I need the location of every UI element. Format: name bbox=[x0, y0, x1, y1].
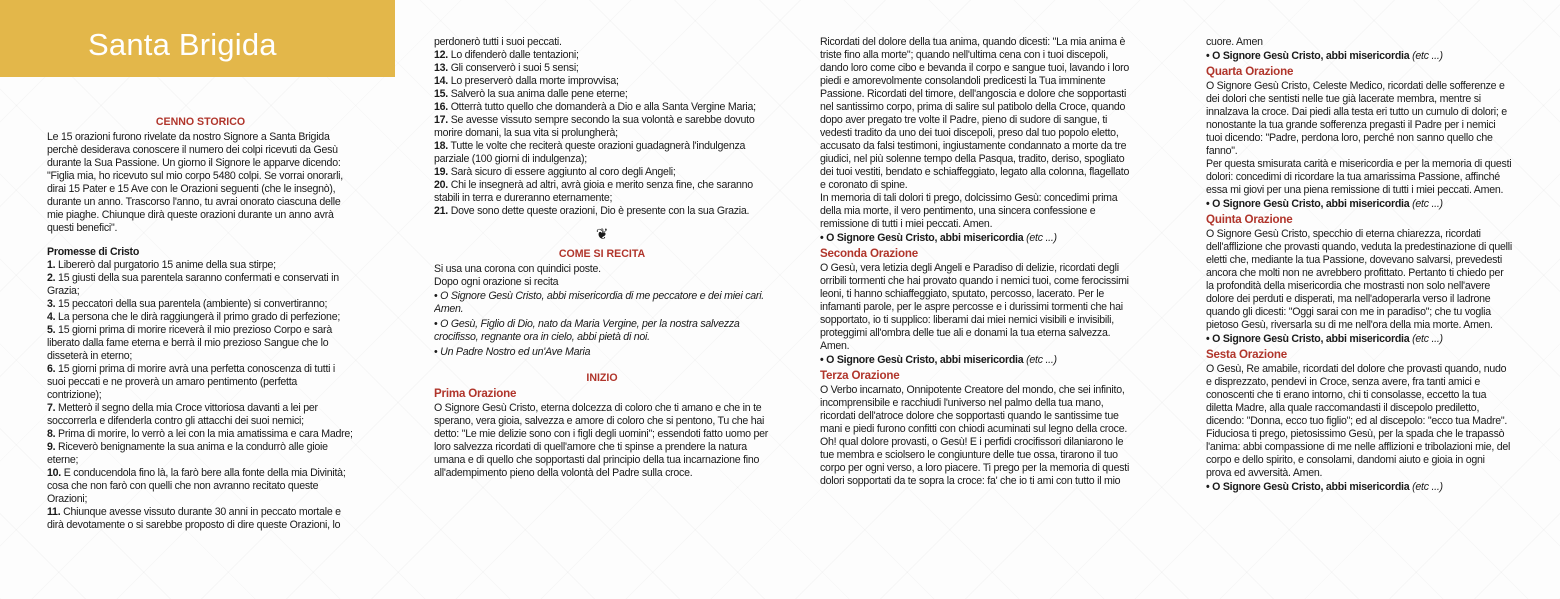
prima-orazione-continuation: Ricordati del dolore della tua anima, quando dicesti: "La mia anima è triste fino alla morte"; quando nell'ultima cena con i tuoi discepoli, dando loro come cibo e bevanda il corpo e sangue tuoi, lavando i loro piedi e amorevolmente consolandoli predicesti la Tua imminente Passione. Ricordati del timore, dell'angoscia e dolore che sopportasti nel santissimo corpo, prima di salire sul patibolo della Croce, quando dopo aver pregato tre volte il Padre, pieno di sudore di sangue, ti vedesti tradito da uno dei tuoi discepoli, preso dal tuo popolo eletto, accusato da falsi testimoni, ingiustamente condannato a morte da tre giudici, nel più solenne tempo della Pasqua, tradito, deriso, spogliato dei tuoi vestiti, bendato e schiaffeggiato, legato alla colonna, flagellato e coronato di spine. bbox=[820, 36, 1130, 191]
sesta-orazione-title: Sesta Orazione bbox=[1206, 348, 1287, 361]
cenno-storico-title: CENNO STORICO bbox=[155, 116, 246, 128]
quinta-orazione-title: Quinta Orazione bbox=[1206, 213, 1293, 226]
recita-line-2: Dopo ogni orazione si recita bbox=[434, 276, 559, 288]
cenno-storico-text: Le 15 orazioni furono rivelate da nostro Signore a Santa Brigida perchè desiderava conoscere il numero dei colpi ricevuti da Gesù durante la Sua Passione. Un giorno il Signore le apparve dicendo: "Figlia mia, ho ricevuto sul mio corpo 5480 colpi. Se vorrai onorarli, dirai 15 Pater e 15 Ave con le Orazioni seguenti (che le insegnò), durante un anno. Trascorso l'anno, tu avrai onorato ciascuna delle mie piaghe. Chiunque dirà queste orazioni durante un anno avrà questi benefici". bbox=[47, 131, 343, 234]
promise-item: 18. Tutte le volte che reciterà queste orazioni guadagnerà l'indulgenza parziale (100 giorni di indulgenza); bbox=[434, 140, 746, 165]
promise-item: 13. Gli conserverò i suoi 5 sensi; bbox=[434, 62, 579, 74]
bullet-icon: • bbox=[1206, 198, 1210, 210]
prima-orazione-title: Prima Orazione bbox=[434, 387, 517, 400]
bullet-icon: • bbox=[434, 318, 438, 330]
title-banner bbox=[0, 0, 395, 77]
seconda-orazione-title: Seconda Orazione bbox=[820, 247, 918, 260]
recita-bullet-1: • O Signore Gesù Cristo, abbi misericordia di me peccatore e dei miei cari. Amen. bbox=[434, 290, 765, 315]
prima-orazione-text: O Signore Gesù Cristo, eterna dolcezza di coloro che ti amano e che in te sperano, vera gioia, salvezza e amore di coloro che si pentono, Tu che hai detto: "Le mie delizie sono con i figli degli uomini"; essendoti fatto uomo per loro salvezza ricordati di quell'amore che ti spinse a prendere la natura umana e di quello che sopportasti dal principio della tua incarnazione fino all'adempimento pieno della volontà del Padre sulla croce. bbox=[434, 402, 769, 479]
inizio-title: INIZIO bbox=[586, 372, 618, 384]
sesta-orazione-text-2: Fiduciosa ti prego, pietosissimo Gesù, per la spada che le trapassò l'anima: abbi compassione di me nelle afflizioni e tribolazioni mie, del corpo e dello spirito, e consolami, dandomi aiuto e gioia in ogni prova ed avversità. Amen. bbox=[1206, 428, 1511, 479]
promise-item: 10. E conducendola fino là, la farò bere alla fonte della mia Divinità; cosa che non farò con quelli che non avranno recitato queste Orazioni; bbox=[47, 467, 346, 505]
ritornello: • O Signore Gesù Cristo, abbi misericordia (etc ...) bbox=[1206, 333, 1443, 345]
come-si-recita-title: COME SI RECITA bbox=[558, 248, 646, 260]
terza-orazione-text: O Verbo incarnato, Onnipotente Creatore del mondo, che sei infinito, incomprensibile e racchiudi l'universo nel palmo della tua mano, ricordati dell'atroce dolore che sopportasti quando le santissime tue mani e piedi furono confitti con chiodi acuminati sul legno della croce. Oh! qual dolore provasti, o Gesù! E i perfidi crocifissori dilaniarono le tue membra e sciolsero le congiunture delle tue ossa, tirarono il tuo corpo per ogni verso, a loro piacere. Ti prego per la memoria di questi dolori sopportati da te sopra la croce: fa' che io ti ami con tutto il mio bbox=[820, 384, 1130, 487]
promise-item: 6. 15 giorni prima di morire avrà una perfetta conoscenza di tutti i suoi peccati e ne proverà un amaro pentimento (perfetta contrizione); bbox=[47, 363, 336, 401]
promise-item: 11. Chiunque avesse vissuto durante 30 anni in peccato mortale e dirà devotamente o si sarebbe proposto di dire queste Orazioni, lo bbox=[47, 506, 341, 531]
bullet-icon: • bbox=[1206, 481, 1210, 493]
promise-item: 4. La persona che le dirà raggiungerà il primo grado di perfezione; bbox=[47, 311, 341, 323]
promesse-list-2 bbox=[434, 49, 770, 218]
seconda-orazione-text: O Gesù, vera letizia degli Angeli e Paradiso di delizie, ricordati degli orribili tormenti che hai provato quando i nemici tuoi, come ferocissimi leoni, ti hanno schiaffeggiato, sputato, percosso, lacerato. Per le infamanti parole, per le aspre percosse e i durissimi tormenti che hai sopportato, io ti supplico: liberami dai miei nemici visibili e invisibili, proteggimi all'ombra delle tue ali e donami la tua eterna salvezza. Amen. bbox=[820, 262, 1129, 352]
column-1 bbox=[47, 116, 354, 599]
ritornello: • O Signore Gesù Cristo, abbi misericordia (etc ...) bbox=[1206, 198, 1443, 210]
terza-orazione-title: Terza Orazione bbox=[820, 369, 900, 382]
recita-bullet-3: • Un Padre Nostro ed un'Ave Maria bbox=[434, 346, 591, 358]
promesse-title: Promesse di Cristo bbox=[47, 246, 140, 258]
bullet-icon: • bbox=[1206, 50, 1210, 62]
promise-item: 21. Dove sono dette queste orazioni, Dio è presente con la sua Grazia. bbox=[434, 205, 750, 217]
ritornello: • O Signore Gesù Cristo, abbi misericordia (etc ...) bbox=[1206, 481, 1443, 493]
column-4 bbox=[1206, 36, 1512, 599]
ritornello: • O Signore Gesù Cristo, abbi misericordia (etc ...) bbox=[1206, 50, 1443, 62]
quarta-orazione-text-2: Per questa smisurata carità e misericordia e per la memoria di questi dolori: concedimi di ricordare la tua amarissima Passione, affinché essa mi giovi per una piena remissione di tutti i miei peccati. Amen. bbox=[1206, 158, 1512, 196]
quarta-orazione-text: O Signore Gesù Cristo, Celeste Medico, ricordati delle sofferenze e dei dolori che sentisti nelle tue già lacerate membra, mentre si innalzava la croce. Dai piedi alla testa eri tutto un cumulo di dolori; e nonostante la tua grande sofferenza pregasti il Padre per i nemici tuoi dicendo: "Padre, perdona loro, perché non sanno quello che fanno". bbox=[1206, 80, 1507, 157]
promise-item: 12. Lo difenderò dalle tentazioni; bbox=[434, 49, 579, 61]
bullet-icon: • bbox=[820, 232, 824, 244]
quarta-orazione-title: Quarta Orazione bbox=[1206, 65, 1294, 78]
ritornello: • O Signore Gesù Cristo, abbi misericordia (etc ...) bbox=[820, 232, 1057, 244]
recita-bullet-2: • O Gesù, Figlio di Dio, nato da Maria Vergine, per la nostra salvezza crocifisso, regnante ora in cielo, abbi pietà di noi. bbox=[434, 318, 740, 343]
terza-orazione-continuation: cuore. Amen bbox=[1206, 36, 1263, 48]
promise-item: 8. Prima di morire, lo verrò a lei con la mia amatissima e cara Madre; bbox=[47, 428, 353, 440]
promesse-list-1 bbox=[47, 259, 354, 532]
bullet-icon: • bbox=[1206, 333, 1210, 345]
ornament-icon: ❦ bbox=[595, 226, 609, 243]
ritornello: • O Signore Gesù Cristo, abbi misericordia (etc ...) bbox=[820, 354, 1057, 366]
promise-item: 5. 15 giorni prima di morire riceverà il mio prezioso Corpo e sarà liberato dalla fame eterna e berrà il mio prezioso Sangue che lo disseterà in eterno; bbox=[47, 324, 332, 362]
promise-item: 3. 15 peccatori della sua parentela (ambiente) si convertiranno; bbox=[47, 298, 328, 310]
promise-item: 1. Libererò dal purgatorio 15 anime della sua stirpe; bbox=[47, 259, 276, 271]
quinta-orazione-text: O Signore Gesù Cristo, specchio di eterna chiarezza, ricordati dell'afflizione che provasti quando, veduta la predestinazione di quelli eletti che, mediante la tua Passione, dovevano salvarsi, prevedesti ancora che molti non ne avrebbero profittato. Pertanto ti chiedo per la profondità della misericordia che mostrasti non solo nell'avere dolore dei perduti e disperati, ma nell'adoperarla verso il ladrone quando gli dicesti: "Oggi sarai con me in paradiso"; che tu voglia pietoso Gesù, riversarla su di me nell'ora della mia morte. Amen. bbox=[1206, 228, 1512, 331]
promise-item: 16. Otterrà tutto quello che domanderà a Dio e alla Santa Vergine Maria; bbox=[434, 101, 756, 113]
page-title: Santa Brigida bbox=[88, 27, 277, 62]
promise-item: 2. 15 giusti della sua parentela saranno confermati e conservati in Grazia; bbox=[47, 272, 339, 297]
promise-item: 9. Riceverò benignamente la sua anima e la condurrò alle gioie eterne; bbox=[47, 441, 328, 466]
promise-item: 19. Sarà sicuro di essere aggiunto al coro degli Angeli; bbox=[434, 166, 676, 178]
bullet-icon: • bbox=[434, 346, 438, 358]
promise-continuation: perdonerò tutti i suoi peccati. bbox=[434, 36, 562, 48]
promise-item: 7. Metterò il segno della mia Croce vittoriosa davanti a lei per soccorrerla e difenderla contro gli attacchi dei suoi nemici; bbox=[47, 402, 318, 427]
promise-item: 14. Lo preserverò dalla morte improvvisa; bbox=[434, 75, 619, 87]
bullet-icon: • bbox=[820, 354, 824, 366]
recita-line-1: Si usa una corona con quindici poste. bbox=[434, 263, 601, 275]
promise-item: 20. Chi le insegnerà ad altri, avrà gioia e merito senza fine, che saranno stabili in terra e dureranno eternamente; bbox=[434, 179, 753, 204]
column-2 bbox=[434, 36, 770, 599]
sesta-orazione-text: O Gesù, Re amabile, ricordati del dolore che provasti quando, nudo e disprezzato, pendevi in Croce, senza avere, fra tanti amici e conoscenti che ti erano intorno, chi ti consolasse, eccetto la tua diletta Madre, alla quale raccomandasti il discepolo prediletto, dicendo: "Donna, ecco tuo figlio"; ed al discepolo: "ecco tua Madre". bbox=[1206, 363, 1508, 427]
promise-item: 17. Se avesse vissuto sempre secondo la sua volontà e sarebbe dovuto morire domani, la sua vita si prolungherà; bbox=[434, 114, 755, 139]
promise-item: 15. Salverò la sua anima dalle pene eterne; bbox=[434, 88, 628, 100]
bullet-icon: • bbox=[434, 290, 438, 302]
prima-orazione-continuation-2: In memoria di tali dolori ti prego, dolcissimo Gesù: concedimi prima della mia morte, il vero pentimento, una sincera confessione e remissione di tutti i miei peccati. Amen. bbox=[820, 192, 1118, 230]
column-3 bbox=[820, 36, 1134, 599]
